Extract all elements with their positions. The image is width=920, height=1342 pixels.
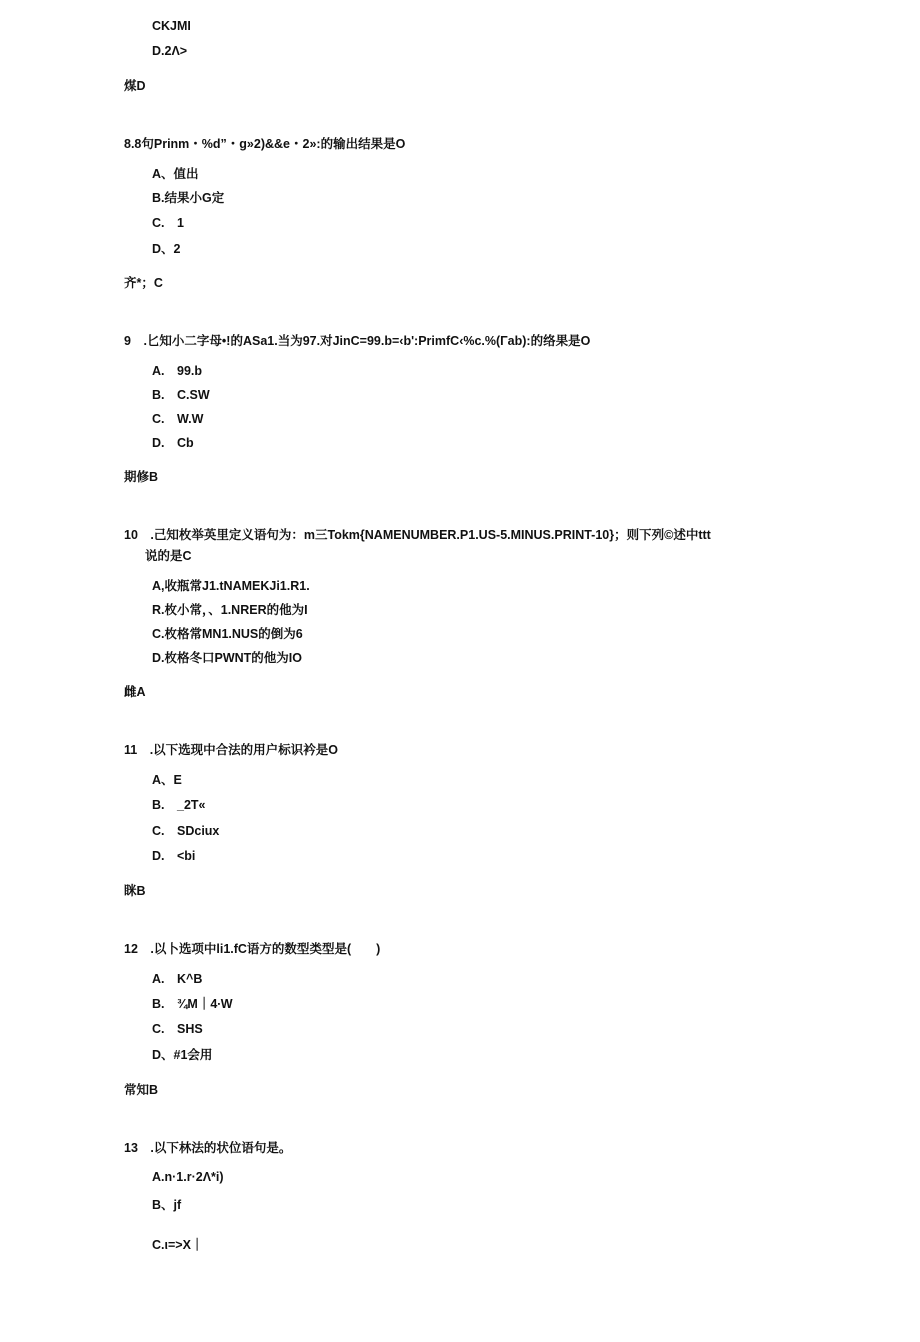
answer-line: 雌A: [124, 685, 146, 699]
option-line: D、#1会用: [152, 1048, 213, 1062]
option-line: D. <bi: [152, 849, 196, 863]
option-line: C. SHS: [152, 1022, 203, 1036]
answer-line: 眯B: [124, 884, 146, 898]
option-line: A、E: [152, 773, 182, 787]
option-line: C. 1: [152, 216, 184, 230]
option-line: A.n·1.r·2Λ*i): [152, 1170, 224, 1184]
option-line: B. C.SW: [152, 388, 210, 402]
question-text: 11 .以下选现中合法的用户标识衿是O: [124, 743, 338, 757]
option-line: D、2: [152, 242, 181, 256]
question-text: 12 .以卜选项中li1.fC语方的数型类型是( ): [124, 942, 381, 956]
option-line: B. _2T«: [152, 798, 206, 812]
option-line: C. SDciux: [152, 824, 220, 838]
answer-line: 煤D: [124, 79, 146, 93]
option-line: A,收瓶常J1.tNAMEKJi1.R1.: [152, 579, 310, 593]
answer-line: 常知B: [124, 1083, 159, 1097]
option-line: D.2Λ>: [152, 44, 188, 58]
answer-line: 齐*；C: [124, 276, 163, 290]
option-line: B、jf: [152, 1198, 182, 1212]
option-line: B. ¾M｜4∙W: [152, 997, 233, 1011]
option-line: A、值出: [152, 167, 199, 181]
option-line: C.ι=>X｜: [152, 1238, 204, 1252]
option-line: C. W.W: [152, 412, 204, 426]
option-line: R.枚小常，、1.NRER的他为I: [152, 603, 308, 617]
option-line: B.结果小G定: [152, 191, 225, 205]
option-line: A. K^B: [152, 972, 203, 986]
option-line: D.枚格冬口PWNT的他为IO: [152, 651, 302, 665]
question-text: 10 .己知枚举英里定义语句为：m三Tokm{NAMENUMBER.P1.US-5.MINUS.PRINT-10}；则下列©述中ttt: [124, 528, 711, 542]
option-line: CKJMI: [152, 19, 191, 33]
question-text: 13 .以下林法的状位语句是。: [124, 1141, 292, 1155]
option-line: A. 99.b: [152, 364, 203, 378]
option-line: C.枚格常MN1.NUS的倒为6: [152, 627, 303, 641]
option-line: D. Cb: [152, 436, 194, 450]
question-text: 8.8句Prinm・%d”・g»2)&&e・2»:的输出结果是O: [124, 137, 406, 151]
answer-line: 期修B: [124, 470, 159, 484]
question-text: 9 .匕知小二字母•!的ASa1.当为97.对JinC=99.b=‹b':PrimfC‹%c.%(Γab):的络果是O: [124, 334, 591, 348]
question-text-continued: 说的是C: [145, 549, 192, 563]
